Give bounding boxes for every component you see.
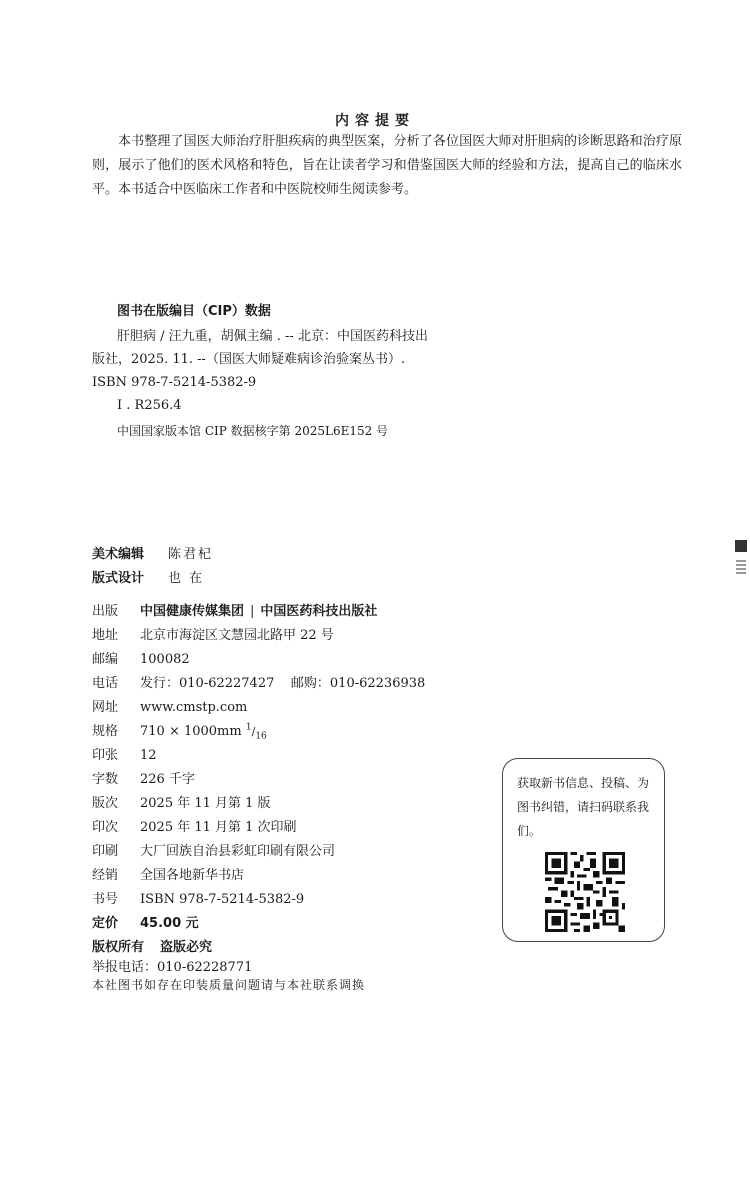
fraction-numerator: 1 [245,722,252,733]
publisher-name: 中国医药科技出版社 [260,604,378,619]
info-value: 北京市海淀区文慧园北路甲 22 号 [140,628,334,643]
info-key: 地址 [92,628,119,643]
info-key: 印张 [92,748,119,763]
info-key: 规格 [92,724,119,739]
cip-line-2: 版社，2025. 11. --（国医大师疑难病诊治验案丛书）. [92,352,406,367]
cip-record-number: 中国国家版本馆 CIP 数据核字第 2025L6E152 号 [117,424,389,438]
info-key: 印次 [92,820,119,835]
footer-note: 本社图书如存在印装质量问题请与本社联系调换 [92,978,366,992]
copyright-text: 版权所有 [92,940,145,955]
info-price [92,912,199,931]
info-key: 经销 [92,868,119,883]
qr-box-text: 获取新书信息、投稿、为图书纠错，请扫码联系我们。 [517,776,650,838]
cip-isbn: ISBN 978-7-5214-5382-9 [92,375,257,390]
info-value: 2025 年 11 月第 1 次印刷 [140,820,297,835]
info-value: 全国各地新华书店 [140,868,245,883]
info-report-phone: 举报电话：010-62228771 [92,960,253,975]
info-edition [92,792,271,811]
piracy-text: 盗版必究 [160,940,213,955]
info-value: 大厂回族自治县彩虹印刷有限公司 [140,844,336,859]
info-printing [92,816,297,835]
info-key: 书号 [92,892,119,907]
info-key: 出版 [92,604,119,619]
info-key: 字数 [92,772,119,787]
info-key: 邮编 [92,652,119,667]
fraction-denominator: 16 [255,731,267,742]
info-address [92,624,334,643]
info-website [92,696,247,715]
info-distributor [92,864,244,883]
info-value: 45.00 元 [140,916,199,931]
info-key: 定价 [92,916,119,931]
summary-title: 内容提要 [335,113,415,129]
summary-paragraph: 本书整理了国医大师治疗肝胆疾病的典型医案，分析了各位国医大师对肝胆病的诊断思路和治疗原则，展示了他们的医术风格和特色，旨在让读者学习和借鉴国医大师的经验和方法，提高自己的临床水平。本书适合中医临床工作者和中医院校师生阅读参考。 [92,134,682,197]
info-words [92,768,195,787]
info-key: 版次 [92,796,119,811]
credit-value: 陈君杞 [168,547,214,562]
info-sheets [92,744,157,763]
info-postcode [92,648,190,667]
info-isbn [92,888,304,907]
info-value: 2025 年 11 月第 1 版 [140,796,271,811]
info-value: 12 [140,748,157,763]
summary-section [92,130,682,202]
separator: | [250,604,255,619]
info-key: 电话 [92,676,119,691]
cip-heading: 图书在版编目（CIP）数据 [117,304,271,319]
credit-key: 版式设计 [92,571,145,586]
info-value: 710 × 1000mm [140,724,242,739]
side-tab-marker [735,540,747,552]
info-value: 226 千字 [140,772,195,787]
qr-box [502,758,665,942]
info-value: ISBN 978-7-5214-5382-9 [140,892,305,907]
info-publisher [92,600,377,619]
credit-art-editor [92,543,213,562]
info-printer [92,840,335,859]
cip-classification: Ⅰ . R256.4 [117,398,182,413]
info-key: 印刷 [92,844,119,859]
credit-key: 美术编辑 [92,547,145,562]
qr-code-icon[interactable] [545,852,625,932]
info-value: www.cmstp.com [140,700,248,715]
credit-value: 也 在 [168,571,205,586]
credit-layout-design [92,567,204,586]
side-registration-mark [736,560,746,574]
info-copyright [92,936,212,955]
cip-line-1: 肝胆病 / 汪九重，胡佩主编 . -- 北京：中国医药科技出 [117,329,428,344]
info-key: 网址 [92,700,119,715]
publisher-group: 中国健康传媒集团 [140,604,245,619]
info-value: 发行：010-62227427 邮购：010-62236938 [140,676,426,691]
info-phone [92,672,425,691]
info-value: 100082 [140,652,190,667]
info-format: 规格 710 × 1000mm $^1/_{16}$ [92,720,267,742]
